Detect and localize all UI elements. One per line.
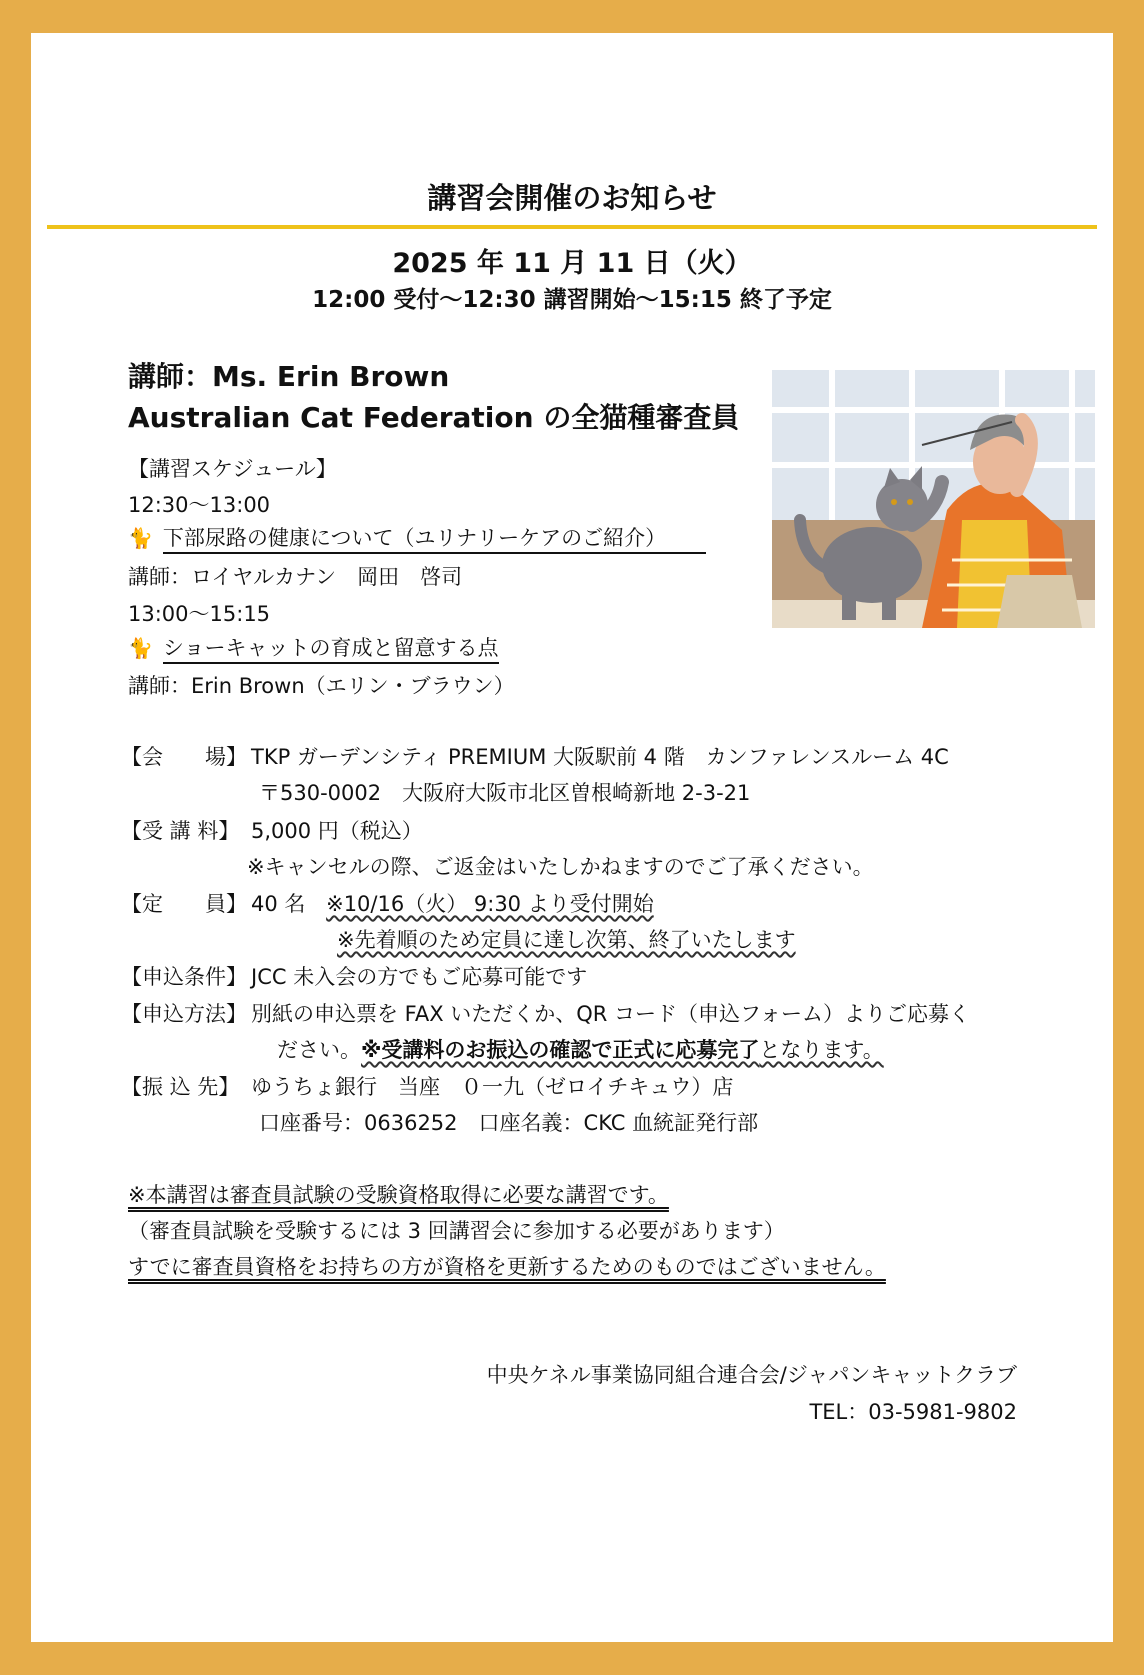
- capacity-note-2: ※先着順のため定員に達し次第、終了いたします: [337, 928, 796, 952]
- transfer-account: 口座番号：0636252 口座名義：CKC 血統証発行部: [259, 1111, 759, 1135]
- venue-address: 〒530-0002 大阪府大阪市北区曽根崎新地 2-3-21: [259, 781, 751, 805]
- venue-row: [121, 741, 949, 771]
- method-line-2: [277, 1034, 884, 1064]
- method-line-2b: ※受講料のお振込の確認で正式に応募完了: [361, 1038, 760, 1062]
- fee-note: ※キャンセルの際、ご返金はいたしかねますのでご了承ください。: [247, 855, 874, 879]
- flyer-page: [31, 33, 1113, 1642]
- transfer-bank: ゆうちょ銀行 当座 ０一九（ゼロイチキュウ）店: [251, 1075, 734, 1099]
- capacity-note-1: ※10/16（火） 9:30 より受付開始: [326, 892, 654, 916]
- schedule-time-2: 13:00～15:15: [128, 602, 271, 626]
- capacity-label: 【定 員】: [121, 892, 247, 916]
- schedule-time-1: 12:30～13:00: [128, 493, 271, 517]
- venue-value: TKP ガーデンシティ PREMIUM 大阪駅前 4 階 カンファレンスルーム 4C: [251, 745, 949, 769]
- schedule-lecturer-1: 講師：ロイヤルカナン 岡田 啓司: [128, 565, 463, 589]
- method-line-1: 別紙の申込票を FAX いただくか、QR コード（申込フォーム）よりご応募く: [251, 1002, 970, 1026]
- instructor-title: Australian Cat Federation の全猫種審査員: [128, 401, 740, 434]
- cat-icon: 🐈: [128, 636, 153, 660]
- event-date: 2025 年 11 月 11 日（火）: [392, 248, 752, 279]
- fee-label: 【受 講 料】: [121, 819, 240, 843]
- title-divider: [47, 225, 1097, 229]
- instructor-name: 講師：Ms. Erin Brown: [128, 360, 450, 393]
- schedule-heading: 【講習スケジュール】: [128, 457, 337, 481]
- cat-icon: 🐈: [128, 526, 153, 550]
- fee-value: 5,000 円（税込）: [251, 819, 423, 843]
- note-line-3: すでに審査員資格をお持ちの方が資格を更新するためのものではございません。: [128, 1255, 886, 1279]
- footer-org: 中央ケネル事業協同組合連合会/ジャパンキャットクラブ: [486, 1363, 1017, 1387]
- schedule-topic-1: [128, 522, 706, 552]
- instructor-photo: [772, 370, 1095, 628]
- conditions-value: JCC 未入会の方でもご応募可能です: [251, 965, 588, 989]
- schedule-topic-2-text: ショーキャットの育成と留意する点: [163, 636, 499, 664]
- method-row: [121, 998, 970, 1028]
- schedule-lecturer-2: 講師：Erin Brown（エリン・ブラウン）: [128, 674, 515, 698]
- fee-row: [121, 815, 423, 845]
- venue-label: 【会 場】: [121, 745, 247, 769]
- schedule-topic-2: [128, 632, 499, 662]
- capacity-value: 40 名: [251, 892, 306, 916]
- note-line-2: （審査員試験を受験するには 3 回講習会に参加する必要があります）: [128, 1219, 785, 1243]
- footer-tel: TEL：03-5981-9802: [809, 1400, 1017, 1424]
- conditions-label: 【申込条件】: [121, 965, 247, 989]
- method-label: 【申込方法】: [121, 1002, 247, 1026]
- transfer-row: [121, 1071, 733, 1101]
- method-line-2a: ださい。: [277, 1038, 361, 1062]
- transfer-label: 【振 込 先】: [121, 1075, 240, 1099]
- event-time: 12:00 受付～12:30 講習開始～15:15 終了予定: [312, 287, 832, 313]
- capacity-row: [121, 888, 654, 918]
- note-line-1: ※本講習は審査員試験の受験資格取得に必要な講習です。: [128, 1183, 669, 1207]
- method-line-2c: となります。: [759, 1038, 884, 1062]
- schedule-topic-1-text: 下部尿路の健康について（ユリナリーケアのご紹介）: [163, 526, 706, 554]
- page-title: 講習会開催のお知らせ: [427, 181, 717, 215]
- conditions-row: [121, 961, 587, 991]
